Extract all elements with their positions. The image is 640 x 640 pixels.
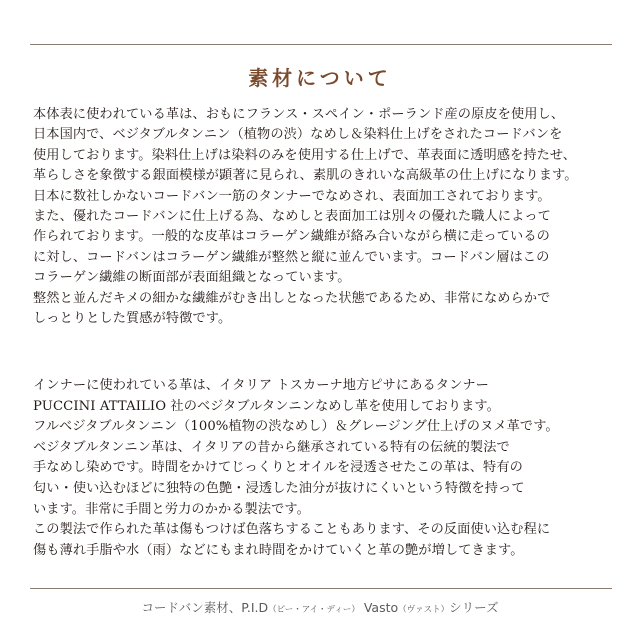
bottom-divider <box>30 588 612 589</box>
footer-series-name: コードバン素材、P.I.D <box>141 600 269 615</box>
paragraph-line: インナーに使われている革は、イタリア トスカーナ地方ピサにあるタンナー <box>33 378 489 393</box>
paragraph-line: います。非常に手間と労力のかかる製法です。 <box>33 501 310 517</box>
paragraph-line: コラーゲン繊維の断面部が表面組織となっています。 <box>33 270 351 286</box>
paragraph-line: この製法で作られた革は傷もつけば色落ちすることもあります、その反面使い込む程に <box>33 522 551 538</box>
paragraph-line: 革らしさを象徴する銀面模様が顕著に見られ、素肌のきれいな高級革の仕上げになります。 <box>33 168 578 184</box>
paragraph-line: 本体表に使われている革は、おもにフランス・スペイン・ポーランド産の原皮を使用し、 <box>33 107 565 122</box>
paragraph-line: 日本国内で、ベジタブルタンニン（植物の渋）なめし＆染料仕上げをされたコードバンを <box>33 127 563 143</box>
series-footer <box>0 598 640 616</box>
paragraph-line: ベジタブルタンニン革は、イタリアの昔から継承されている特有の伝統的製法で <box>33 439 510 455</box>
paragraph-line: 日本に数社しかないコードバン一筋のタンナーでなめされ、表面加工されております。 <box>33 188 551 204</box>
footer-series-reading: （ピー・アイ・ディー） <box>268 605 360 615</box>
paragraph-line: しっとりとした質感が特徴です。 <box>33 311 232 327</box>
paragraph-line: 傷も薄れ手脂や水（雨）などにもまれ時間をかけていくと革の艶が増してきます。 <box>33 542 524 558</box>
paragraph-line: に対し、コードバンはコラーゲン繊維が整然と縦に並んでいます。コードバン層はこの <box>33 249 550 265</box>
section-inner-leather-description <box>33 376 618 561</box>
footer-series-name-vasto: Vasto <box>363 600 399 615</box>
top-divider <box>30 44 612 45</box>
footer-series-suffix: シリーズ <box>449 600 499 615</box>
paragraph-line: 整然と並んだキメの細かな繊維がむき出しとなった状態であるため、非常になめらかで <box>33 290 551 306</box>
paragraph-line: フルベジタブルタンニン（100%植物の渋なめし）＆グレージング仕上げのヌメ革です。 <box>33 419 559 435</box>
paragraph-line: 匂い・使い込むほどに独特の色艶・浸透した油分が抜けにくいという特徴を持って <box>33 480 525 496</box>
paragraph-line: また、優れたコードバンに仕上げる為、なめしと表面加工は別々の優れた職人によって <box>33 209 551 225</box>
paragraph-line: 手なめし染めです。時間をかけてじっくりとオイルを浸透させたこの革は、特有の <box>33 460 523 476</box>
footer-vasto-reading: （ヴァスト） <box>398 605 450 615</box>
paragraph-line: PUCCINI ATTAILIO 社のベジタブルタンニンなめし革を使用しております。 <box>33 398 500 414</box>
paragraph-line: 使用しております。染料仕上げは染料のみを使用する仕上げで、革表面に透明感を持たせ、 <box>33 147 577 163</box>
section-cordovan-description <box>33 105 618 329</box>
page-title: 素材について <box>248 66 392 90</box>
paragraph-line: 作られております。一般的な皮革はコラーゲン繊維が絡み合いながら横に走っているの <box>33 229 550 245</box>
